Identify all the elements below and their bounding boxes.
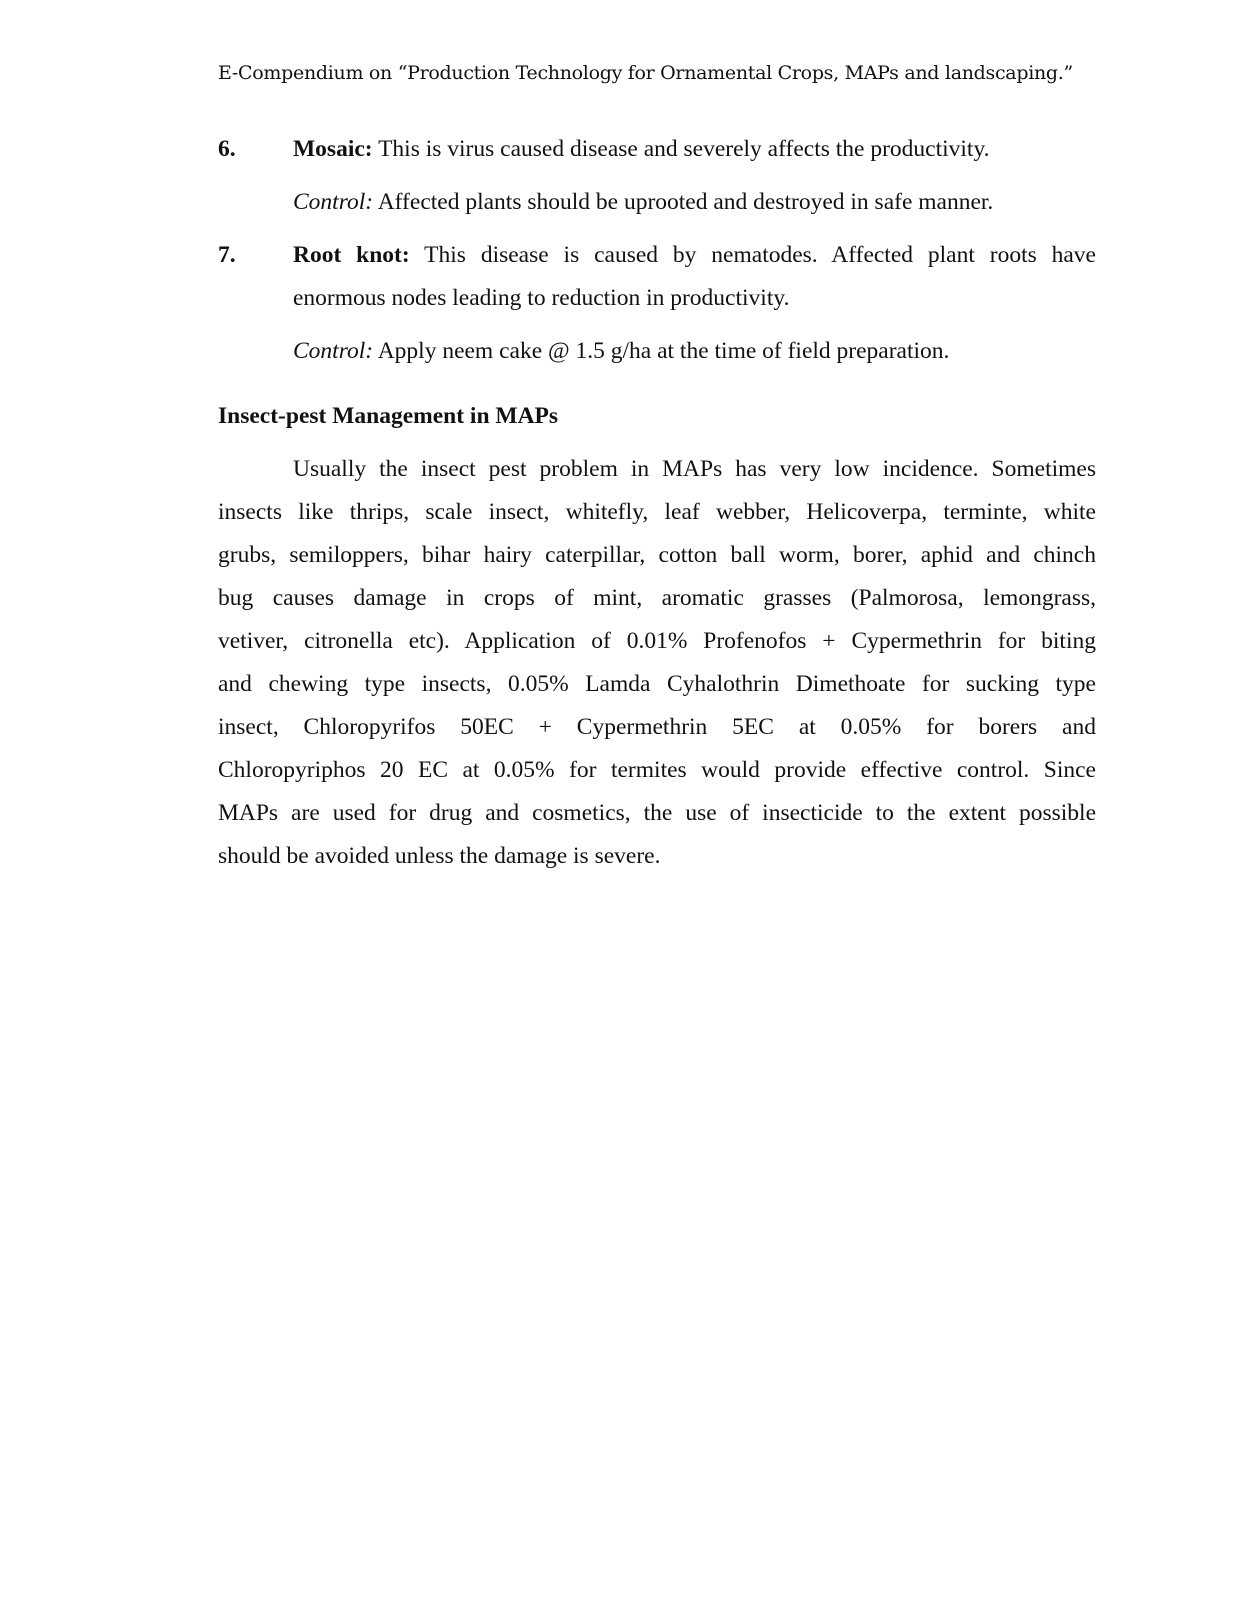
paragraph-line: vetiver, citronella etc). Application of 0.01% Profenofos + Cypermethrin for biting xyxy=(218,628,1096,654)
disease-description-text: This is virus caused disease and severely affects the productivity. xyxy=(378,136,990,162)
disease-description xyxy=(293,242,1096,269)
paragraph-line: grubs, semiloppers, bihar hairy caterpillar, cotton ball worm, borer, aphid and chinch xyxy=(218,542,1096,568)
paragraph-line: should be avoided unless the damage is severe. xyxy=(218,843,661,869)
paragraph-line: and chewing type insects, 0.05% Lamda Cyhalothrin Dimethoate for sucking type xyxy=(218,671,1096,697)
section-heading: Insect-pest Management in MAPs xyxy=(218,403,559,429)
paragraph-line: MAPs are used for drug and cosmetics, the use of insecticide to the extent possible xyxy=(218,800,1096,826)
list-number: 6. xyxy=(218,136,236,162)
paragraph-line: Chloropyriphos 20 EC at 0.05% for termites would provide effective control. Since xyxy=(218,757,1096,783)
list-number: 7. xyxy=(218,242,236,268)
paragraph-line: bug causes damage in crops of mint, aromatic grasses (Palmorosa, lemongrass, xyxy=(218,585,1096,611)
disease-name: Mosaic: xyxy=(293,136,373,162)
disease-name: Root knot: xyxy=(293,242,410,268)
control-text: Apply neem cake @ 1.5 g/ha at the time of field preparation. xyxy=(377,338,950,364)
control-line xyxy=(293,189,993,216)
control-line xyxy=(293,338,949,365)
control-label: Control: xyxy=(293,189,374,215)
control-label: Control: xyxy=(293,338,374,364)
disease-description-continued: enormous nodes leading to reduction in productivity. xyxy=(293,285,790,311)
running-header: E-Compendium on “Production Technology for Ornamental Crops, MAPs and landscaping.” xyxy=(218,62,1073,84)
paragraph-line: insect, Chloropyrifos 50EC + Cypermethrin 5EC at 0.05% for borers and xyxy=(218,714,1096,740)
disease-description xyxy=(293,136,990,163)
paragraph-line: insects like thrips, scale insect, whitefly, leaf webber, Helicoverpa, terminte, white xyxy=(218,499,1096,525)
paragraph-line: Usually the insect pest problem in MAPs has very low incidence. Sometimes xyxy=(293,456,1096,482)
disease-description-text: This disease is caused by nematodes. Affected plant roots have xyxy=(424,242,1096,268)
control-text: Affected plants should be uprooted and destroyed in safe manner. xyxy=(377,189,994,215)
